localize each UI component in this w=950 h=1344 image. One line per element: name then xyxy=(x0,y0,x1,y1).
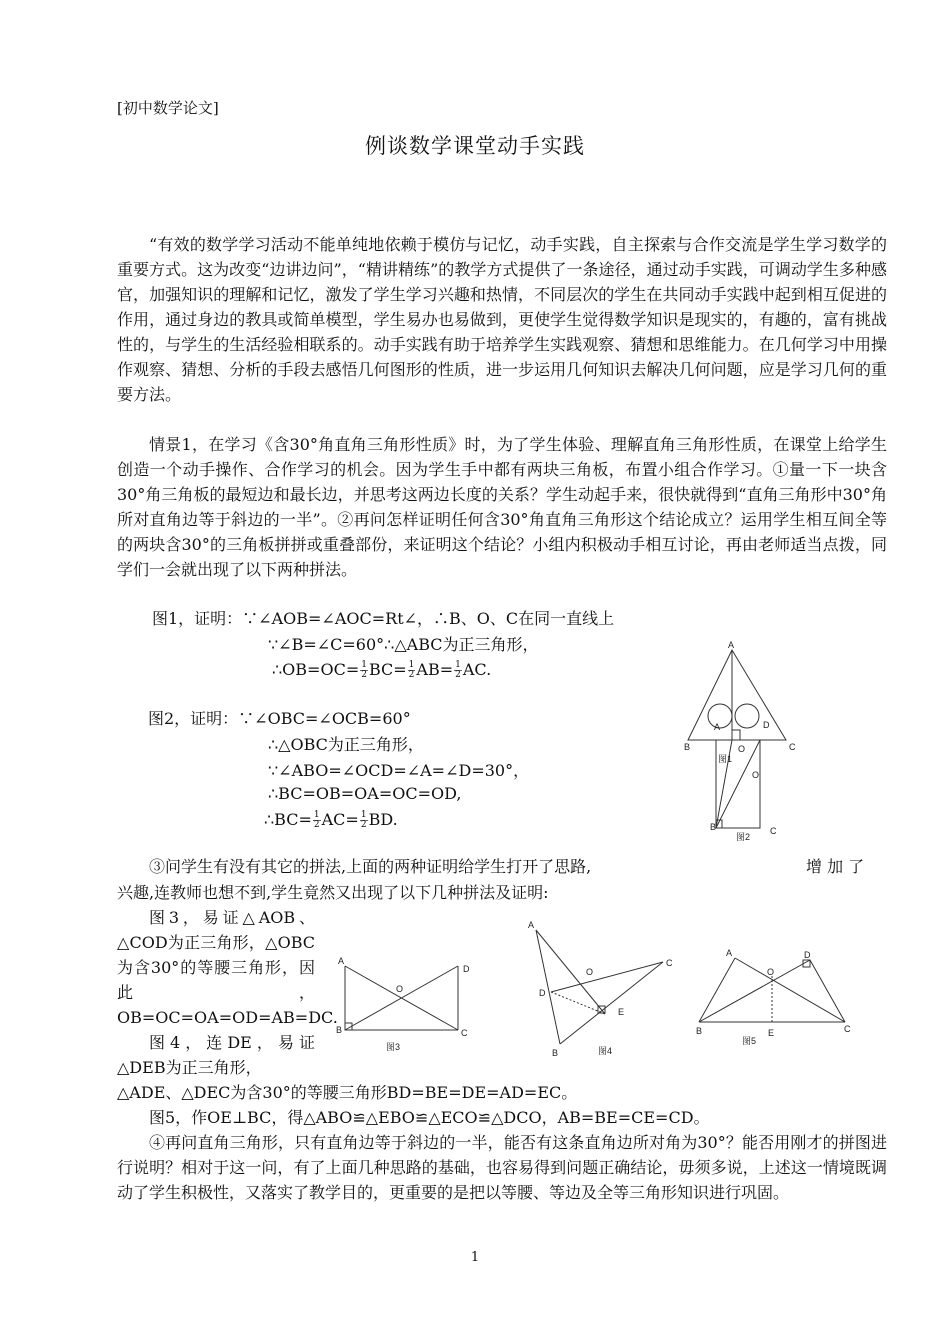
fraction-half: $\frac{1}{2}$ xyxy=(455,660,461,680)
figure-3 xyxy=(330,950,480,1060)
proof1-line2: ∵∠B=∠C=60°∴△ABC为正三角形， xyxy=(268,635,539,654)
fig4-explanation: 图4，连DE，易证△DEB为正三角形， xyxy=(117,1033,315,1077)
q3-line1: ③问学生有没有其它的拼法,上面的两种证明给学生打开了思路, xyxy=(149,857,592,876)
figure-5 xyxy=(690,940,860,1050)
fig4-label-A: A xyxy=(528,920,535,930)
fig3-explanation: 图3，易证△AOB、△COD为正三角形，△OBC为含30°的等腰三角形，因此，OB=OC=OA=OD=AB=DC. xyxy=(117,908,338,1027)
page-title: 例谈数学课堂动手实践 xyxy=(365,134,585,158)
fig5-label-A: A xyxy=(726,948,733,958)
fig4-caption: 图4 xyxy=(598,1046,613,1056)
fig1-label-D: D xyxy=(763,720,770,730)
fig4-label-D: D xyxy=(539,988,546,998)
fig4-label-B: B xyxy=(552,1048,559,1058)
paper-tag: [初中数学论文] xyxy=(117,99,219,117)
proof2-line1: 图2，证明：∵∠OBC=∠OCB=60° xyxy=(148,709,411,728)
proof2-line4: ∴BC=OB=OA=OC=OD, xyxy=(268,784,462,803)
proof2-line3: ∵∠ABO=∠OCD=∠A=∠D=30°， xyxy=(268,761,530,780)
fig1-caption: 图1 xyxy=(718,754,733,764)
fig3-label-B: B xyxy=(336,1025,343,1035)
fig1-label-B: B xyxy=(684,742,691,752)
fraction-half: $\frac{1}{2}$ xyxy=(313,810,320,830)
fig3-label-D: D xyxy=(463,964,470,974)
scene1-paragraph: 情景1，在学习《含30°角直角三角形性质》时，为了学生体验、理解直角三角形性质，在课堂上给学生创造一个动手操作、合作学习的机会。因为学生手中都有两块三角板，布置小组合作学习。①量一下一块含30°角三角板的最短边和最长边，并思考这两边长度的关系？学生动起手来，很快就得到“直角三角形中30°角所对直角边等于斜边的一半”。②再问怎样证明任何含30°角直角三角形这个结论成立？运用学生相互间全等的两块含30°的三角板拼拼或重叠部份，来证明这个结论？小组内积极动手相互讨论，再由老师适当点拨，同学们一会就出现了以下两种拼法。 xyxy=(117,435,887,579)
fig2-caption: 图2 xyxy=(736,832,751,842)
fig1-label-O: O xyxy=(738,744,746,754)
q3-line2: 兴趣,连教师也想不到,学生竟然又出现了以下几种拼法及证明: xyxy=(117,883,549,902)
fig4-line2: △ADE、△DEC为含30°的等腰三角形BD=BE=DE=AD=EC。 xyxy=(117,1083,578,1102)
fraction-half: $\frac{1}{2}$ xyxy=(360,810,367,830)
proof1-line1: 图1，证明：∵∠AOB=∠AOC=Rt∠，∴B、O、C在同一直线上 xyxy=(152,609,615,628)
fig1-right-circle xyxy=(735,704,759,728)
figure-4 xyxy=(520,916,690,1066)
proof2-line2: ∴△OBC为正三角形， xyxy=(268,735,424,754)
q3-tail: 增 加 了 xyxy=(806,857,865,876)
fraction-half: $\frac{1}{2}$ xyxy=(408,660,415,680)
fig5-label-B: B xyxy=(696,1026,703,1036)
fig1-label-A2: A xyxy=(714,722,721,732)
fig1-triangle xyxy=(688,650,786,740)
fig2-label-O: O xyxy=(752,770,760,780)
figure-1-2 xyxy=(672,636,812,846)
fig5-caption: 图5 xyxy=(742,1036,757,1046)
fig3-label-C: C xyxy=(461,1028,468,1038)
q4-paragraph: ④再问直角三角形，只有直角边等于斜边的一半，能否有这条直角边所对角为30°？能否用刚才的拼图进行说明？相对于这一问，有了上面几种思路的基础，也容易得到问题正确结论，毋须多说，上述这一情境既调动了学生积极性，又落实了教学目的，更重要的是把以等腰、等边及全等三角形知识进行巩固。 xyxy=(117,1133,887,1202)
fig3-label-A: A xyxy=(338,956,345,966)
intro-paragraph: “有效的数学学习活动不能单纯地依赖于模仿与记忆，动手实践，自主探索与合作交流是学生学习数学的重要方式。这为改变“边讲边问”，“精讲精练”的教学方式提供了一条途径，通过动手实践，可调动学生多种感官，加强知识的理解和记忆，激发了学生学习兴趣和热情，不同层次的学生在共同动手实践中起到相互促进的作用，通过身边的教具或简单模型，学生易办也易做到，更使学生觉得数学知识是现实的，有趣的，富有挑战性的，与学生的生活经验相联系的。动手实践有助于培养学生实践观察、猜想和思维能力。在几何学习中用操作观察、猜想、分析的手段去感悟几何图形的性质，进一步运用几何知识去解决几何问题，应是学习几何的重要方法。 xyxy=(117,235,887,404)
proof2-line5: ∴BC= $\frac{1}{2}$ AC= $\frac{1}{2}$ BD. xyxy=(264,810,398,830)
fig2-label-C: C xyxy=(770,826,777,836)
fig1-label-A: A xyxy=(728,640,735,650)
fig5-explanation: 图5，作OE⊥BC，得△ABO≌△EBO≌△ECO≌△DCO，AB=BE=CE=CD。 xyxy=(149,1108,710,1127)
fraction-half: $\frac{1}{2}$ xyxy=(361,660,367,680)
fig4-label-O: O xyxy=(586,967,594,977)
fig1-label-C: C xyxy=(789,742,796,752)
fig4-label-E: E xyxy=(618,1007,625,1017)
fig3-label-O: O xyxy=(396,984,404,994)
fig5-label-O: O xyxy=(767,967,775,977)
fig5-label-C: C xyxy=(844,1024,851,1034)
fig3-caption: 图3 xyxy=(386,1042,401,1052)
fig2-label-B: B xyxy=(710,822,717,832)
page-number: 1 xyxy=(470,1250,480,1265)
fig5-label-E: E xyxy=(768,1028,775,1038)
fig4-label-C: C xyxy=(666,958,673,968)
fig5-label-D: D xyxy=(804,950,811,960)
proof1-line3: ∴OB=OC= $\frac{1}{2}$ BC= $\frac{1}{2}$ AB= $\frac{1}{2}$ AC. xyxy=(272,660,492,680)
